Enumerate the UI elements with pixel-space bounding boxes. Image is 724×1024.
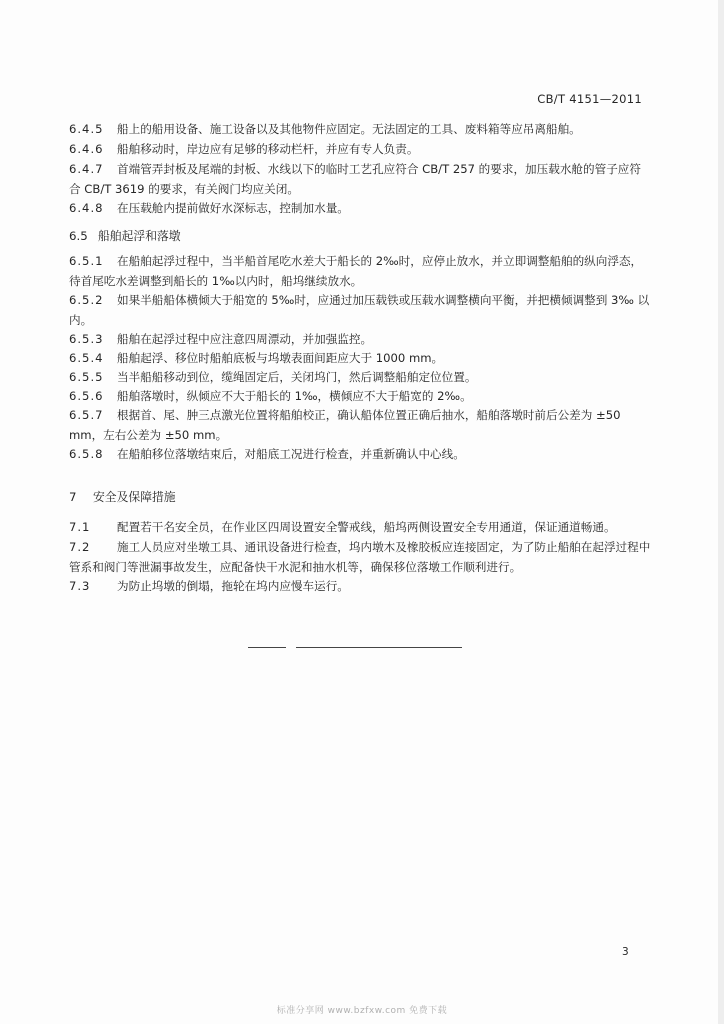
clause-text: 配置若干名安全员，在作业区四周设置安全警戒线，船坞两侧设置安全专用通道，保证通道畅通。 — [117, 520, 616, 534]
section-title: 船舶起浮和落墩 — [98, 229, 181, 243]
page-right-edge — [718, 0, 724, 1024]
clause-6-5-1 — [69, 252, 651, 291]
end-rule — [296, 647, 462, 648]
clause-text: 施工人员应对坐墩工具、通讯设备进行检查，坞内墩木及橡胶板应连接固定，为了防止船舶在起浮过程中管系和阀门等泄漏事故发生，应配备快干水泥和抽水机等，确保移位落墩工作顺利进行。 — [69, 540, 651, 574]
clause-text: 如果半船船体横倾大于船宽的 5‰时，应通过加压载铁或压载水调整横向平衡，并把横倾调整到 3‰ 以内。 — [69, 293, 650, 327]
clause-6-5-5 — [69, 368, 651, 388]
clause-text: 为防止坞墩的倒塌，拖轮在坞内应慢车运行。 — [117, 579, 349, 593]
clause-text: 船上的船用设备、施工设备以及其他物件应固定。无法固定的工具、废料箱等应吊离船舶。 — [117, 122, 581, 136]
clause-6-5-4 — [69, 349, 651, 369]
clause-text: 在压载舱内提前做好水深标志，控制加水量。 — [117, 201, 349, 215]
section-heading-7 — [69, 488, 176, 505]
clause-6-5-8 — [69, 445, 651, 465]
clause-number: 6.4.7 — [69, 162, 104, 176]
standard-number: CB/T 4151—2011 — [537, 92, 642, 106]
footer-watermark: 标准分享网 www.bzfxw.com 免费下载 — [276, 1006, 448, 1016]
clause-7-1 — [69, 518, 651, 538]
clause-text: 在船舶起浮过程中，当半船首尾吃水差大于船长的 2‰时，应停止放水，并立即调整船舶的纵向浮态，待首尾吃水差调整到船长的 1‰以内时，船坞继续放水。 — [69, 254, 643, 288]
clause-7-2 — [69, 538, 651, 577]
clause-number: 6.5.2 — [69, 293, 104, 307]
page-number: 3 — [622, 946, 629, 958]
clause-number: 7.3 — [69, 579, 91, 593]
clause-text: 船舶落墩时，纵倾应不大于船长的 1‰，横倾应不大于船宽的 2‰。 — [117, 389, 472, 403]
clause-text: 船舶起浮、移位时船舶底板与坞墩表面间距应大于 1000 mm。 — [117, 351, 444, 365]
clause-number: 6.5.5 — [69, 370, 104, 384]
section-number: 6.5 — [69, 229, 88, 243]
clause-text: 船舶移动时，岸边应有足够的移动栏杆，并应有专人负责。 — [117, 142, 419, 156]
section-heading-6-5 — [69, 227, 181, 244]
clause-text: 船舶在起浮过程中应注意四周漂动，并加强监控。 — [117, 332, 373, 346]
clause-6-4-5 — [69, 120, 651, 140]
clause-text: 根据首、尾、肿三点激光位置将船舶校正，确认船体位置正确后抽水，船舶落墩时前后公差为 ±50 mm，左右公差为 ±50 mm。 — [69, 408, 621, 442]
clause-text: 当半船船移动到位，缆绳固定后，关闭坞门，然后调整船舶定位位置。 — [117, 370, 477, 384]
clause-6-5-3 — [69, 330, 651, 350]
clause-6-5-6 — [69, 387, 651, 407]
section-title: 安全及保障措施 — [93, 490, 176, 504]
clause-number: 6.4.8 — [69, 201, 104, 215]
clause-6-4-6 — [69, 140, 651, 160]
clause-text: 在船舶移位落墩结束后，对船底工况进行检查，并重新确认中心线。 — [117, 447, 465, 461]
clause-7-3 — [69, 577, 651, 597]
clause-number: 6.5.4 — [69, 351, 104, 365]
clause-number: 7.2 — [69, 540, 91, 554]
clause-number: 6.5.8 — [69, 447, 104, 461]
clause-number: 6.4.5 — [69, 122, 104, 136]
clause-number: 6.4.6 — [69, 142, 104, 156]
end-rule-short — [248, 647, 286, 648]
clause-6-5-2 — [69, 291, 651, 330]
clause-number: 7.1 — [69, 520, 91, 534]
clause-number: 6.5.3 — [69, 332, 104, 346]
clause-6-5-7 — [69, 406, 651, 445]
clause-6-4-7 — [69, 160, 651, 199]
clause-number: 6.5.1 — [69, 254, 104, 268]
clause-text: 首端管弄封板及尾端的封板、水线以下的临时工艺孔应符合 CB/T 257 的要求，加压载水舱的管子应符合 CB/T 3619 的要求，有关阀门均应关闭。 — [69, 162, 641, 196]
clause-6-4-8 — [69, 199, 651, 219]
section-number: 7 — [69, 490, 77, 504]
clause-number: 6.5.6 — [69, 389, 104, 403]
clause-number: 6.5.7 — [69, 408, 104, 422]
